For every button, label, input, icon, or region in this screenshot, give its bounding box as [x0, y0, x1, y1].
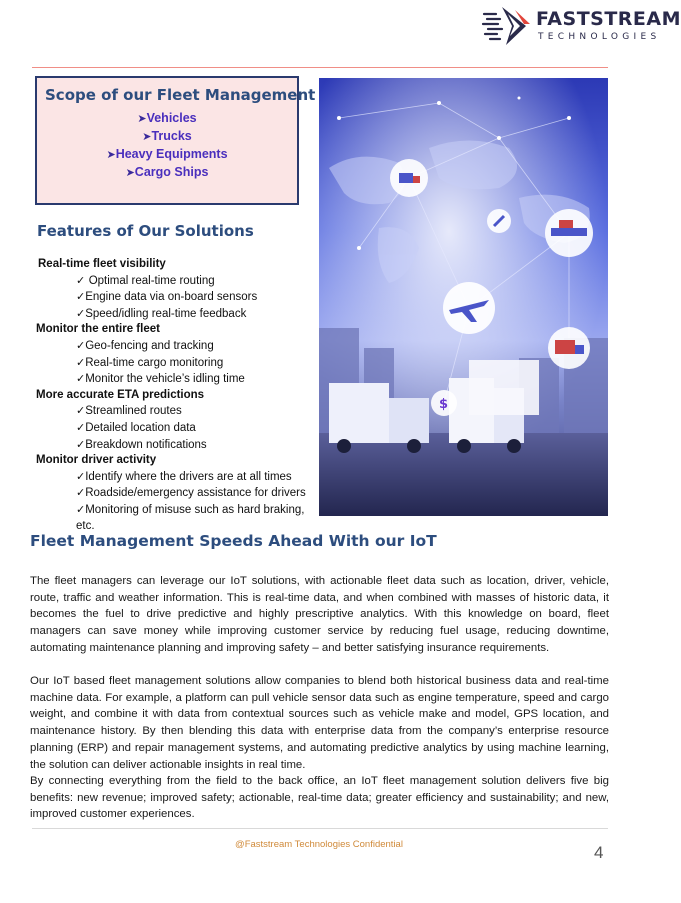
arrow-bullet-icon: ➤	[125, 167, 135, 179]
feature-group-heading: Monitor the entire fleet	[36, 323, 160, 336]
checkmark-icon: ✓	[76, 306, 86, 320]
section-title: Fleet Management Speeds Ahead With our IoT	[30, 532, 437, 550]
feature-item	[36, 485, 316, 502]
confidential-notice: @Faststream Technologies Confidential	[235, 839, 403, 850]
scope-item	[37, 127, 297, 145]
features-title: Features of Our Solutions	[37, 222, 254, 240]
scope-list	[37, 109, 297, 181]
checkmark-icon: ✓	[76, 420, 86, 434]
arrow-bullet-icon: ➤	[142, 131, 152, 143]
feature-item	[36, 420, 316, 437]
scope-item	[37, 163, 297, 181]
fleet-hero-image	[319, 78, 608, 516]
features-list	[36, 257, 316, 534]
feature-item	[36, 273, 316, 290]
feature-item	[36, 289, 316, 306]
feature-item-label: Streamlined routes	[85, 405, 182, 418]
fleet-illustration	[319, 78, 608, 516]
feature-item	[36, 338, 316, 355]
scope-item-label: Heavy Equipments	[115, 147, 228, 161]
body-paragraph: Our IoT based fleet management solutions allow companies to blend both historical business data and real-time machine data. For example, a platform can pull vehicle sensor data such as engine temperature, speed and cargo weight, and combine it with data from contextual sources such as vehicle make and model, GPS location, and maintenance history. By then blending this data with enterprise data from the company’s enterprise resource planning (ERP) and repair management systems, and automating predictive analytics by using machine learning, the solution can deliver actionable insights in real time.	[30, 675, 609, 771]
feature-item	[36, 306, 316, 323]
brand-name: FASTSTREAM	[536, 8, 681, 30]
arrow-bullet-icon: ➤	[137, 113, 147, 125]
scope-item-label: Vehicles	[146, 111, 197, 125]
feature-item-label: Optimal real-time routing	[88, 274, 215, 287]
feature-item-label: Speed/idling real-time feedback	[85, 307, 247, 320]
checkmark-icon: ✓	[76, 437, 86, 451]
feature-item-label: Geo-fencing and tracking	[85, 339, 214, 352]
feature-item-label: Identify where the drivers are at all times	[85, 470, 292, 483]
scope-box	[35, 76, 316, 205]
scope-item-label: Cargo Ships	[134, 165, 209, 179]
feature-group-heading: More accurate ETA predictions	[36, 388, 205, 401]
scope-item	[37, 145, 297, 163]
checkmark-icon: ✓	[76, 338, 86, 352]
feature-item	[36, 403, 316, 420]
feature-item-label: Real-time cargo monitoring	[85, 356, 224, 369]
header-divider	[32, 67, 608, 68]
feature-item	[36, 437, 316, 454]
checkmark-icon: ✓	[76, 290, 86, 304]
checkmark-icon: ✓	[76, 469, 86, 483]
checkmark-icon: ✓	[76, 273, 89, 287]
feature-item	[36, 355, 316, 372]
feature-group-heading: Real-time fleet visibility	[38, 258, 166, 270]
scope-item-label: Trucks	[151, 129, 192, 143]
page-number: 4	[594, 843, 604, 862]
feature-group-heading: Monitor driver activity	[36, 454, 157, 467]
svg-text:$: $	[439, 397, 449, 412]
feature-item-label: Breakdown notifications	[85, 438, 207, 451]
body-paragraph: The fleet managers can leverage our IoT solutions, with actionable fleet data such as location, driver, vehicle, route, traffic and weather information. This is real-time data, and when combined with masses of historic data, it becomes the fuel to drive predictive and highly prescriptive analytics. With this knowledge on board, fleet managers can save money while improving customer service by reducing fuel usage, reducing downtime, automating maintenance planning and improving safety – and better satisfying insurance requirements.	[30, 575, 609, 654]
checkmark-icon: ✓	[76, 372, 86, 386]
brand-subtitle: TECHNOLOGIES	[538, 32, 661, 42]
checkmark-icon: ✓	[76, 486, 86, 500]
feature-item	[36, 502, 312, 534]
feature-item	[36, 371, 316, 388]
company-logo	[482, 4, 681, 48]
feature-item-label: Monitoring of misuse such as hard braking, etc.	[76, 503, 305, 532]
checkmark-icon: ✓	[76, 355, 86, 369]
checkmark-icon: ✓	[76, 404, 86, 418]
scope-title: Scope of our Fleet Management	[45, 86, 316, 104]
feature-item-label: Roadside/emergency assistance for drivers	[85, 487, 306, 500]
arrow-bullet-icon: ➤	[106, 149, 116, 161]
footer-divider	[32, 828, 608, 829]
feature-item-label: Engine data via on-board sensors	[85, 291, 258, 304]
feature-item-label: Monitor the vehicle’s idling time	[85, 373, 245, 386]
checkmark-icon: ✓	[76, 502, 86, 516]
feature-item-label: Detailed location data	[85, 421, 196, 434]
feature-item	[36, 469, 316, 486]
faststream-logo-icon	[482, 4, 534, 48]
scope-item	[37, 109, 297, 127]
body-paragraph: By connecting everything from the field to the back office, an IoT fleet management solution delivers five big benefits: new revenue; improved safety; actionable, real-time data; greater efficiency and sustainability; and new, improved customer experiences.	[30, 775, 609, 821]
